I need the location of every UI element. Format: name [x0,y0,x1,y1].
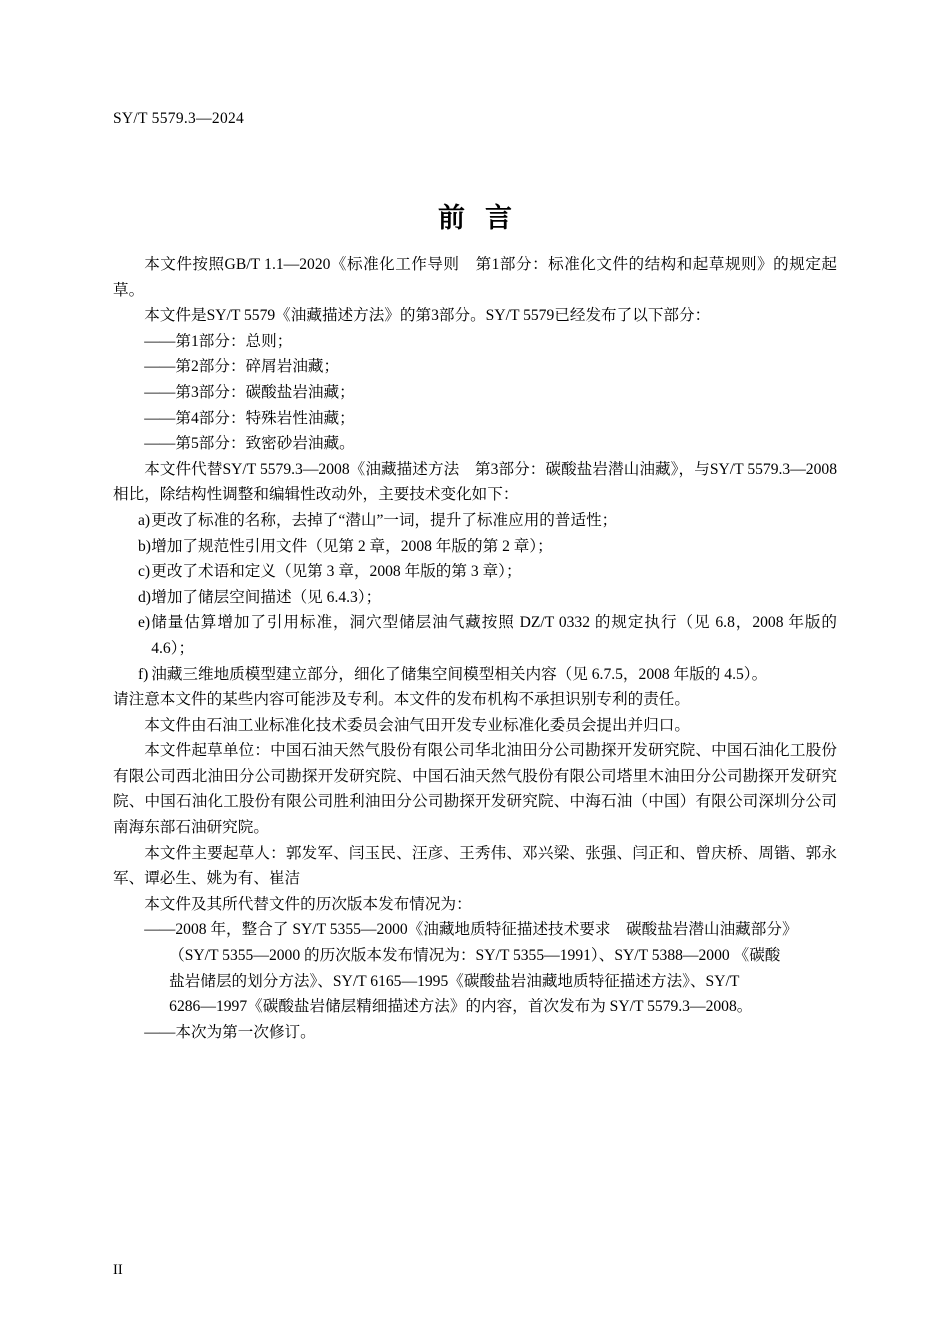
history-item-2008-line3: 盐岩储层的划分方法》、SY/T 6165—1995《碳酸盐岩油藏地质特征描述方法》、SY/T [169,972,740,990]
list-item-part-1: ——第1部分：总则； [144,332,293,350]
paragraph-drafting-organizations: 本文件起草单位：中国石油天然气股份有限公司华北油田分公司勘探开发研究院、中国石油化工股份有限公司西北油田分公司勘探开发研究院、中国石油天然气股份有限公司塔里木油田分公司勘探开发研究院、中国石油化工股份有限公司胜利油田分公司勘探开发研究院、中海石油（中国）有限公司深圳分公司南海东部石油研究院。 [113,742,837,837]
paragraph-scope-basis: 本文件按照GB/T 1.1—2020《标准化工作导则 第1部分：标准化文件的结构和起草规则》的规定起草。 [113,256,837,299]
list-marker-f: f) [137,665,149,683]
list-item-change-e [113,610,837,661]
paragraph-replacement-intro: 本文件代替SY/T 5579.3—2008《油藏描述方法 第3部分：碳酸盐岩潜山油藏》，与SY/T 5579.3—2008相比，除结构性调整和编辑性改动外，主要技术变化如下： [113,460,837,504]
list-item-part-3: ——第3部分：碳酸盐岩油藏； [144,383,355,401]
list-marker-a: a) [137,511,151,529]
list-text-e: 储量估算增加了引用标准，洞穴型储层油气藏按照 DZ/T 0332 的规定执行（见 6.8，2008 年版的 4.6）； [151,614,837,657]
history-item-2008-line1: ——2008 年，整合了 SY/T 5355—2000《油藏地质特征描述技术要求 碳酸盐岩潜山油藏部分》 [144,921,798,939]
history-item-2008-line4: 6286—1997《碳酸盐岩储层精细描述方法》的内容，首次发布为 SY/T 5579.3—2008。 [169,998,753,1016]
list-item-part-5: ——第5部分：致密砂岩油藏。 [144,435,355,453]
list-marker-b: b) [137,537,151,555]
paragraph-series-intro: 本文件是SY/T 5579《油藏描述方法》的第3部分。SY/T 5579已经发布了以下部分： [144,307,711,325]
list-text-c: 更改了术语和定义（见第 3 章，2008 年版的第 3 章）； [151,563,522,581]
page-header-standard-code: SY/T 5579.3—2024 [113,110,245,127]
list-marker-e: e) [137,614,151,632]
list-item-part-2: ——第2部分：碎屑岩油藏； [144,358,340,376]
paragraph-proposing-body: 本文件由石油工业标准化技术委员会油气田开发专业标准化委员会提出并归口。 [144,716,690,734]
list-item-change-f [113,662,837,688]
list-text-d: 增加了储层空间描述（见 6.4.3）； [151,588,382,606]
list-item-change-c [113,559,837,585]
list-marker-d: d) [137,588,151,606]
list-text-a: 更改了标准的名称，去掉了“潜山”一词，提升了标准应用的普适性； [151,511,618,529]
paragraph-main-drafters: 本文件主要起草人：郭发军、闫玉民、汪彦、王秀伟、邓兴梁、张强、闫正和、曾庆桥、周锴、郭永军、谭必生、姚为有、崔洁 [113,844,837,888]
list-text-b: 增加了规范性引用文件（见第 2 章，2008 年版的第 2 章）； [151,537,553,555]
list-item-change-d [113,585,837,611]
foreword-body [113,252,837,1045]
list-item-change-a [113,508,837,534]
paragraph-history-intro: 本文件及其所代替文件的历次版本发布情况为： [144,895,472,913]
list-text-f: 油藏三维地质模型建立部分，细化了储集空间模型相关内容（见 6.7.5，2008 年版的 4.5）。 [151,665,768,683]
paragraph-patent-notice: 请注意本文件的某些内容可能涉及专利。本文件的发布机构不承担识别专利的责任。 [113,691,690,709]
page-footer-number: II [113,1262,123,1278]
list-marker-c: c) [137,563,151,581]
list-item-part-4: ——第4部分：特殊岩性油藏； [144,409,355,427]
history-item-revision: ——本次为第一次修订。 [144,1023,316,1041]
history-item-2008-line2: （SY/T 5355—2000 的历次版本发布情况为：SY/T 5355—1991）、SY/T 5388—2000 《碳酸 [169,947,781,965]
page-title: 前言 [438,203,532,233]
list-item-change-b [113,534,837,560]
